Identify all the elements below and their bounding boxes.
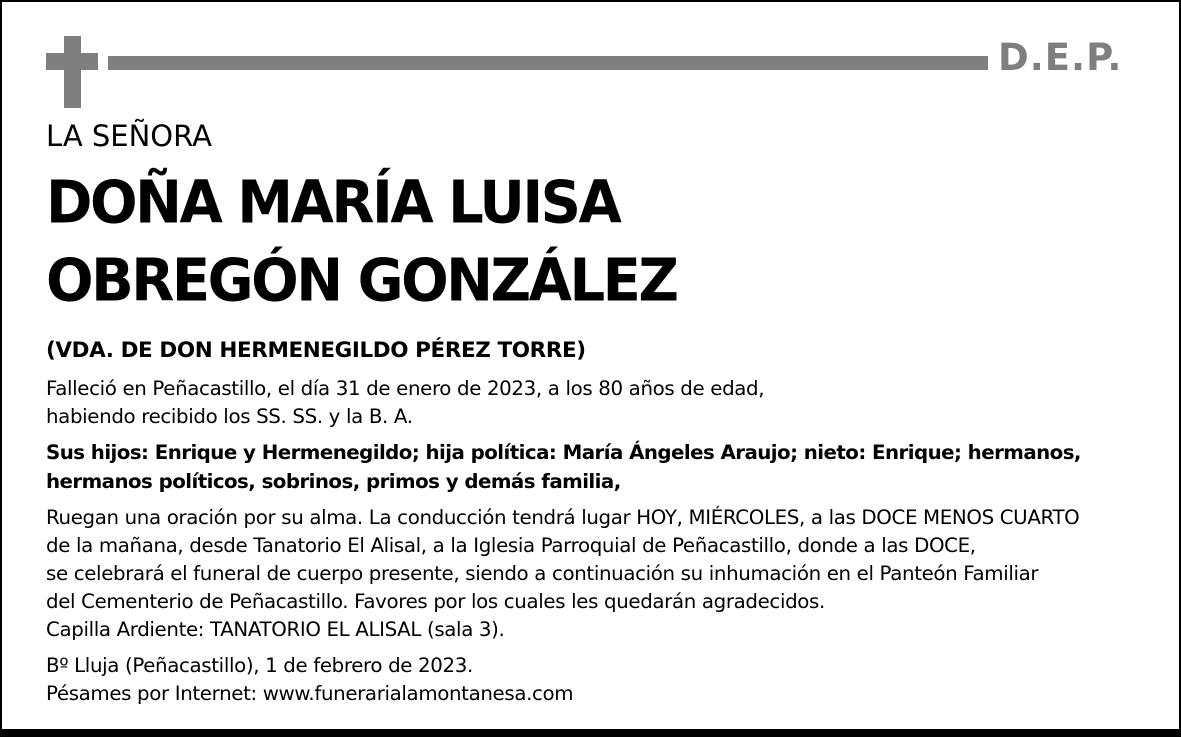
- condolences-line: Pésames por Internet: www.funerarialamontanesa.com: [46, 682, 574, 705]
- deceased-name-line-1: DOÑA MARÍA LUISA: [46, 168, 620, 238]
- footer-paragraph: [46, 652, 573, 708]
- family-line: hermanos políticos, sobrinos, primos y demás familia,: [46, 470, 621, 493]
- latin-cross-icon: [46, 36, 98, 108]
- death-notice-line: Falleció en Peñacastillo, el día 31 de enero de 2023, a los 80 años de edad,: [46, 377, 765, 400]
- death-notice-paragraph: [46, 375, 764, 431]
- deceased-name-line-2: OBREGÓN GONZÁLEZ: [46, 246, 677, 316]
- widow-of-line: (VDA. DE DON HERMENEGILDO PÉREZ TORRE): [46, 338, 586, 363]
- family-paragraph: [46, 438, 1081, 496]
- header-rule: [108, 56, 988, 70]
- ceremony-line: Capilla Ardiente: TANATORIO EL ALISAL (sala 3).: [46, 618, 505, 641]
- dep-label: D.E.P.: [998, 36, 1123, 79]
- ceremony-line: Ruegan una oración por su alma. La conducción tendrá lugar HOY, MIÉRCOLES, a las DOCE MENOS CUARTO: [46, 506, 1080, 529]
- death-notice-line: habiendo recibido los SS. SS. y la B. A.: [46, 405, 413, 428]
- ceremony-line: del Cementerio de Peñacastillo. Favores por los cuales les quedarán agradecidos.: [46, 590, 825, 613]
- family-line: Sus hijos: Enrique y Hermenegildo; hija política: María Ángeles Araujo; nieto: Enrique; hermanos,: [46, 441, 1081, 464]
- honorific-title: LA SEÑORA: [46, 119, 212, 153]
- ceremony-line: de la mañana, desde Tanatorio El Alisal, a la Iglesia Parroquial de Peñacastillo, donde a las DOCE,: [46, 534, 976, 557]
- place-date-line: Bº Lluja (Peñacastillo), 1 de febrero de 2023.: [46, 654, 473, 677]
- ceremony-line: se celebrará el funeral de cuerpo presente, siendo a continuación su inhumación en el Panteón Familiar: [46, 562, 1039, 585]
- ceremony-paragraph: [46, 504, 1079, 644]
